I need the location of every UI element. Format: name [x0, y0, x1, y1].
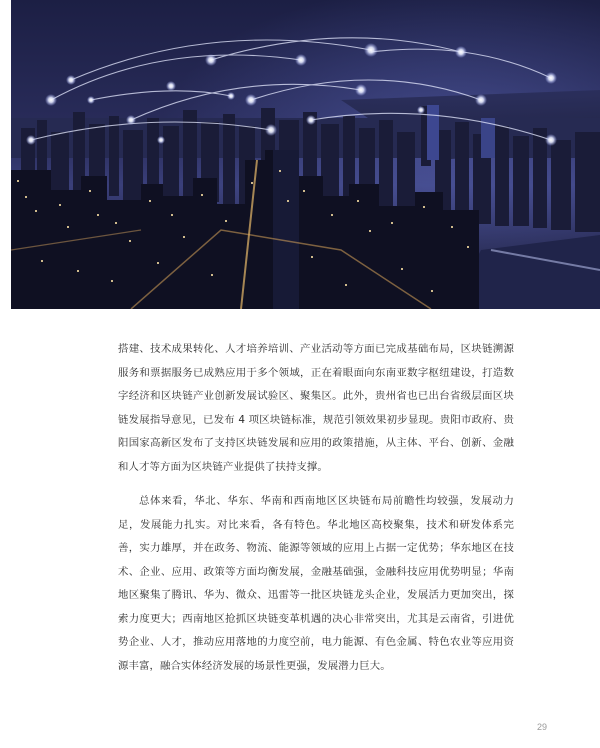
- city-skyline-illustration: [11, 0, 600, 309]
- paragraph-1: 搭建、技术成果转化、人才培养培训、产业活动等方面已完成基础布局，区块链溯源服务和票据服务已成熟应用于多个领域，正在着眼面向东南亚数字枢纽建设，打造数字经济和区块链产业创新发展试验区、聚集区。此外，贵州省也已出台省级层面区块链发展指导意见，已发布 4 项区块链标准，规范引领效果初步显现。贵阳市政府、贵阳国家高新区发布了支持区块链发展和应用的政策措施，从主体、平台、创新、金融和人才等方面为区块链产业提供了扶持支撑。: [118, 343, 514, 473]
- paragraph-2: 总体来看，华北、华东、华南和西南地区区块链布局前瞻性均较强，发展动力足，发展能力扎实。对比来看，各有特色。华北地区高校聚集，技术和研发体系完善，实力雄厚，并在政务、物流、能源等领域的应用上占据一定优势；华东地区在技术、企业、应用、政策等方面均衡发展，金融基础强，金融科技应用优势明显；华南地区聚集了腾讯、华为、微众、迅雷等一批区块链龙头企业，发展活力更加突出，探索力度更大；西南地区抢抓区块链变革机遇的决心非常突出，尤其是云南省，引进优势企业、人才，推动应用落地的力度空前，电力能源、有色金属、特色农业等应用资源丰富，融合实体经济发展的场景性更强，发展潜力巨大。: [118, 495, 514, 672]
- page-number: 29: [537, 722, 548, 732]
- hero-image: [11, 0, 600, 309]
- body-text: [118, 338, 514, 678]
